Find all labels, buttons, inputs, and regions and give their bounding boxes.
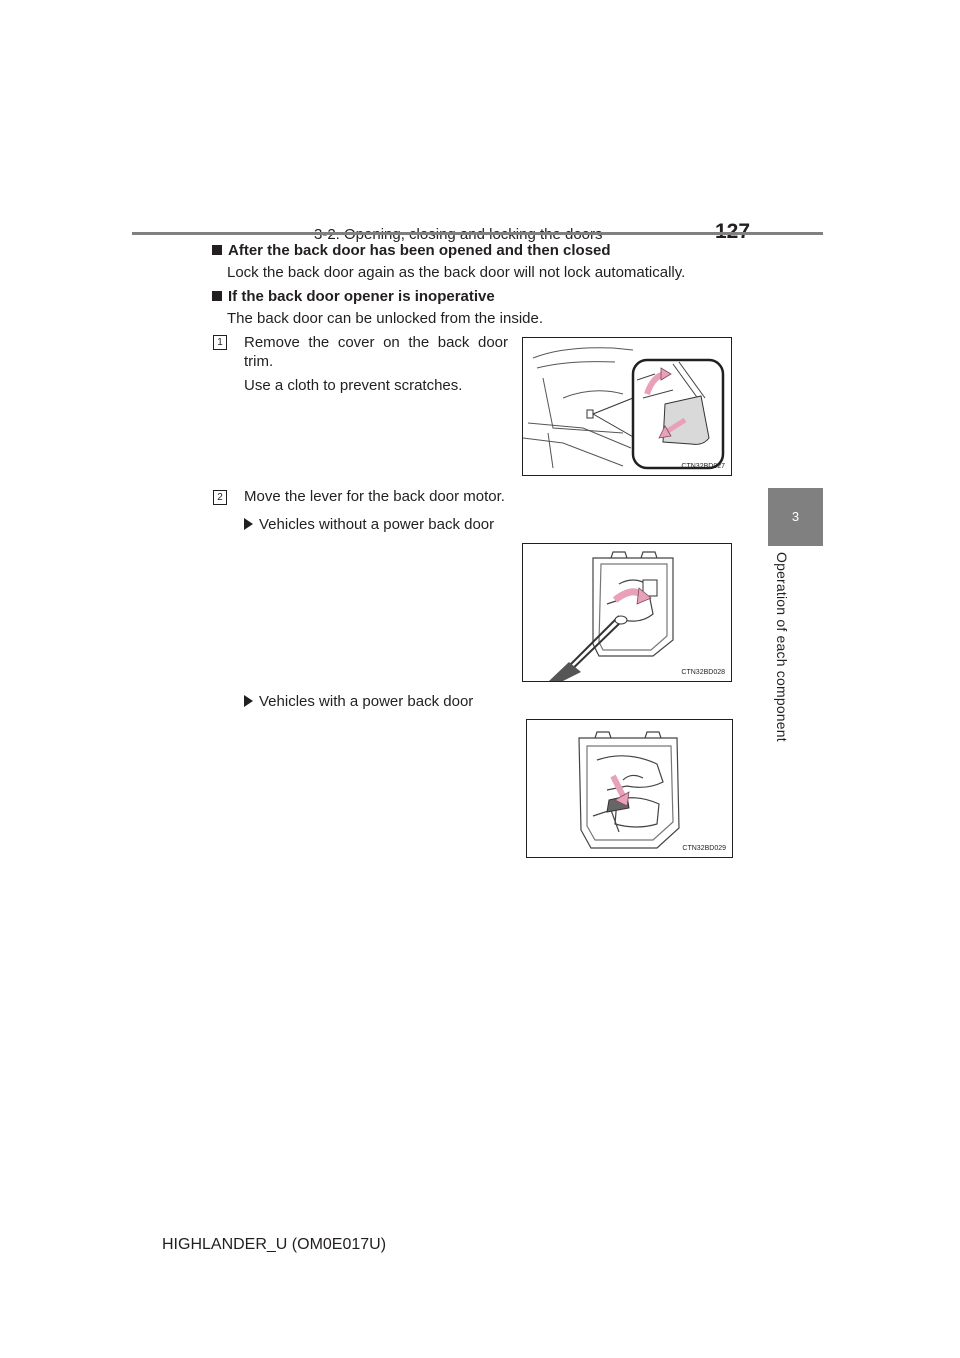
back-door-trim-illustration [523,338,731,475]
figure-lever-power [526,719,733,858]
variant-without-power-door: Vehicles without a power back door [244,516,494,533]
section-heading-after-closed: After the back door has been opened and then closed [212,242,611,259]
section-text-opener-inoperative: The back door can be unlocked from the inside. [227,310,544,327]
power-lever-illustration [527,720,732,857]
figure-code: CTN32BD028 [681,669,725,676]
figure-code: CTN32BD027 [681,463,725,470]
chapter-tab-number: 3 [791,509,800,524]
footer-model-code: HIGHLANDER_U (OM0E017U) [162,1236,387,1253]
header-divider [132,232,823,235]
variant-with-power-door: Vehicles with a power back door [244,693,473,710]
section-heading-opener-inoperative: If the back door opener is inoperative [212,288,495,305]
step-2-text: Move the lever for the back door motor. [244,488,505,505]
triangle-bullet-icon [244,518,253,530]
figure-code: CTN32BD029 [682,845,726,852]
triangle-bullet-icon [244,695,253,707]
square-bullet-icon [212,291,222,301]
step-number-badge: 2 [213,490,227,505]
figure-remove-cover [522,337,732,476]
step-1-note: Use a cloth to prevent scratches. [244,377,463,394]
square-bullet-icon [212,245,222,255]
figure-lever-manual [522,543,732,682]
manual-lever-illustration [523,544,731,681]
chapter-tab-label: Operation of each component [774,552,790,742]
section-text-after-closed: Lock the back door again as the back door will not lock automatically. [227,264,686,281]
step-1-text: Remove the cover on the back door trim. [244,334,508,370]
step-number-badge: 1 [213,335,227,350]
